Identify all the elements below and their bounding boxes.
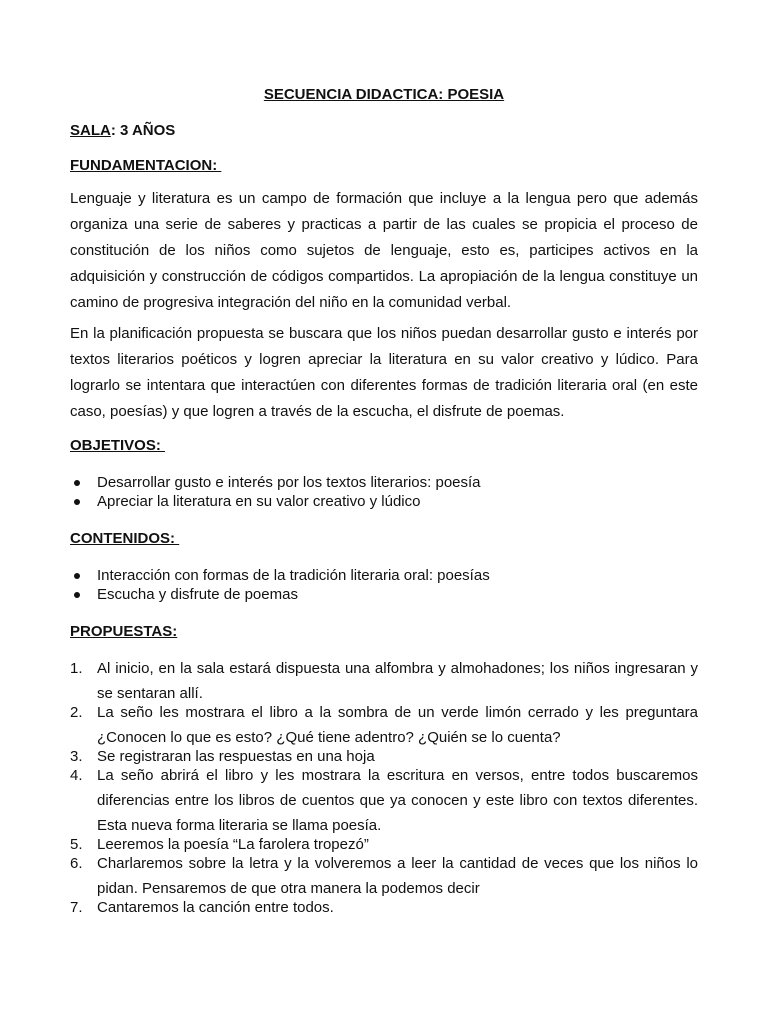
item-number: 7. xyxy=(70,899,83,916)
list-item xyxy=(70,700,698,750)
item-number: 4. xyxy=(70,767,83,784)
list-item: Apreciar la literatura en su valor creativo y lúdico xyxy=(70,492,698,511)
list-item xyxy=(70,851,698,901)
objetivos-heading: OBJETIVOS: xyxy=(70,437,166,454)
list-item xyxy=(70,763,698,838)
sala-value: : 3 AÑOS xyxy=(110,122,176,139)
item-text: Se registraran las respuestas en una hoja xyxy=(97,748,375,765)
list-item xyxy=(70,895,698,920)
item-text: Leeremos la poesía “La farolera tropezó” xyxy=(97,836,369,853)
sala-label: SALA xyxy=(70,122,111,139)
fundamentacion-paragraph-2: En la planificación propuesta se buscara que los niños puedan desarrollar gusto e interés por textos literarios poéticos y logren apreciar la literatura en su valor creativo y lúdico. Para lograrlo se intentara que interactúen con diferentes formas de tradición literaria oral (en este caso, poesías) y que logren a través de la escucha, el disfrute de poemas. xyxy=(70,325,698,420)
list-item: Escucha y disfrute de poemas xyxy=(70,585,698,604)
document-title: SECUENCIA DIDACTICA: POESIA xyxy=(263,86,505,103)
list-item: Desarrollar gusto e interés por los textos literarios: poesía xyxy=(70,473,698,492)
objetivos-list xyxy=(70,473,698,511)
item-number: 6. xyxy=(70,855,83,872)
item-text: Charlaremos sobre la letra y la volveremos a leer la cantidad de veces que los niños lo pidan. Pensaremos de que otra manera la podemos decir xyxy=(97,855,698,897)
contenidos-heading: CONTENIDOS: xyxy=(70,530,180,547)
item-text: La seño les mostrara el libro a la sombra de un verde limón cerrado y les preguntara ¿Conocen lo que es esto? ¿Qué tiene adentro? ¿Quién se lo cuenta? xyxy=(97,704,698,746)
list-item xyxy=(70,656,698,706)
item-number: 1. xyxy=(70,660,83,677)
item-number: 5. xyxy=(70,836,83,853)
item-number: 3. xyxy=(70,748,83,765)
item-number: 2. xyxy=(70,704,83,721)
contenidos-list xyxy=(70,566,698,604)
propuestas-heading: PROPUESTAS: xyxy=(70,623,178,640)
item-text: Al inicio, en la sala estará dispuesta una alfombra y almohadones; los niños ingresaran y se sentaran allí. xyxy=(97,660,698,702)
fundamentacion-heading: FUNDAMENTACION: xyxy=(70,157,222,174)
sala-line xyxy=(70,122,175,139)
item-text: Cantaremos la canción entre todos. xyxy=(97,899,334,916)
fundamentacion-paragraph-1: Lenguaje y literatura es un campo de formación que incluye a la lengua pero que además organiza una serie de saberes y practicas a partir de las cuales se propicia el proceso de constitución de los niños como sujetos de lenguaje, esto es, participes activos en la adquisición y construcción de códigos compartidos. La apropiación de la lengua constituye un camino de progresiva integración del niño en la comunidad verbal. xyxy=(70,190,698,311)
propuestas-list xyxy=(70,656,698,914)
item-text: La seño abrirá el libro y les mostrara la escritura en versos, entre todos buscaremos diferencias entre los libros de cuentos que ya conocen y este libro con textos diferentes. Esta nueva forma literaria se llama poesía. xyxy=(97,767,698,834)
list-item: Interacción con formas de la tradición literaria oral: poesías xyxy=(70,566,698,585)
